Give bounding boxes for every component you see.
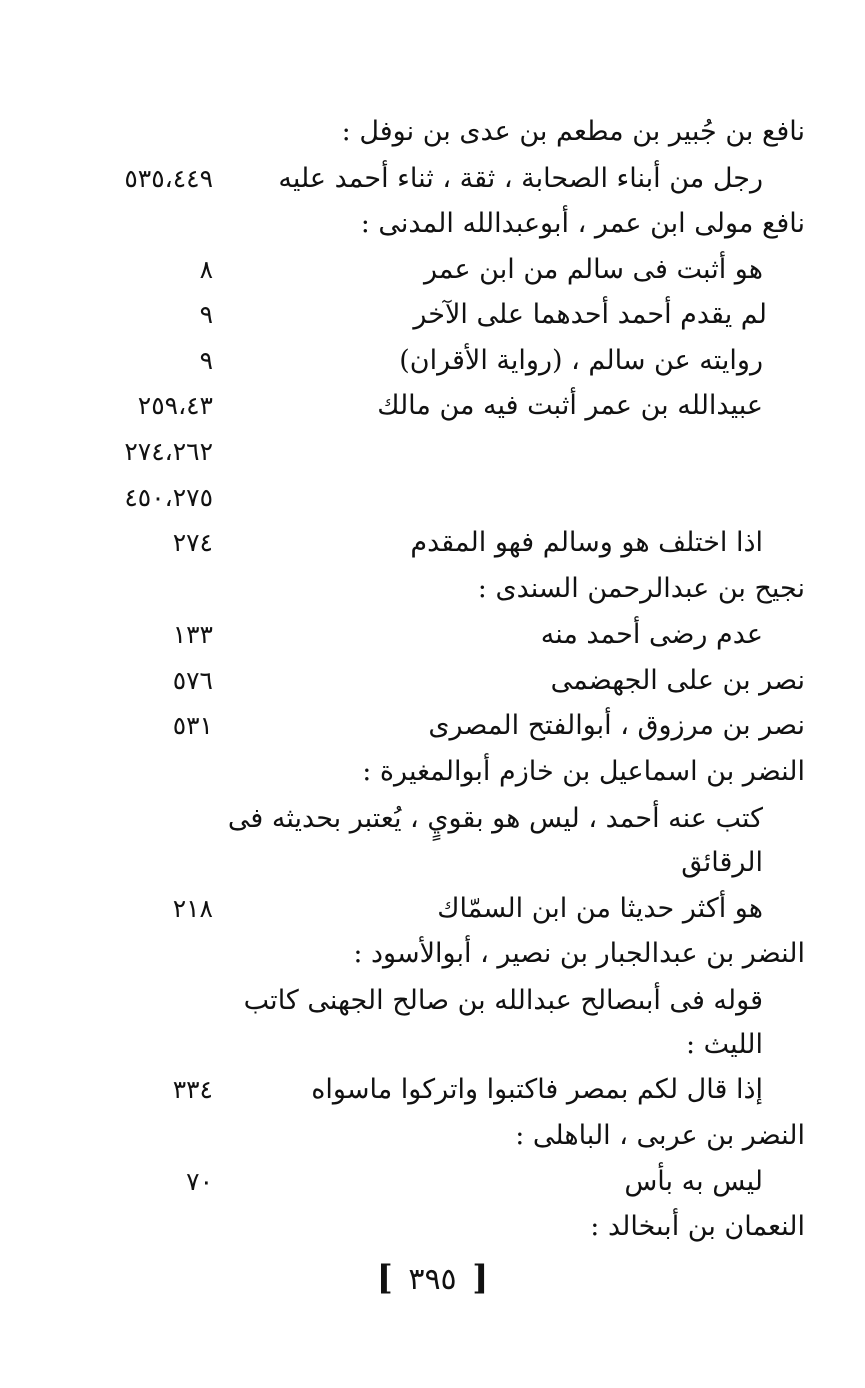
page-reference: ٥٧٦	[172, 666, 213, 695]
bracket-open: [	[376, 1258, 393, 1298]
subitem-text: روايته عن سالم ، (رواية الأقران)	[399, 345, 763, 376]
heading-text: نافع بن جُبير بن مطعم بن عدى بن نوفل :	[341, 116, 805, 147]
subitem-text: الرقائق	[681, 847, 763, 878]
heading-text: نصر بن على الجهضمى	[550, 665, 805, 696]
page-footer	[0, 1256, 865, 1302]
entry-continuation	[0, 430, 865, 474]
page-number: ٣٩٥	[408, 1262, 457, 1297]
heading-text: نافع مولى ابن عمر ، أبوعبدالله المدنى :	[360, 208, 805, 239]
entry-heading	[0, 567, 865, 611]
page-reference: ٧٠	[186, 1167, 213, 1196]
entry-subitem	[0, 384, 865, 428]
entry-subitem	[0, 157, 865, 201]
subitem-text: هو أثبت فى سالم من ابن عمر	[423, 254, 763, 285]
heading-text: نجيح بن عبدالرحمن السندى :	[477, 573, 805, 604]
subitem-text: عدم رضى أحمد منه	[540, 619, 763, 650]
subitem-text: هو أكثر حديثا من ابن السمّاك	[437, 893, 763, 924]
subitem-text: عبيدالله بن عمر أثبت فيه من مالك	[377, 390, 763, 421]
entry-subitem	[0, 797, 865, 841]
page-reference: ٩	[199, 300, 213, 329]
subitem-text: الليث :	[685, 1029, 763, 1060]
entry-heading	[0, 1114, 865, 1158]
page-reference: ٩	[199, 346, 213, 375]
entry-subitem	[0, 248, 865, 292]
entry-subitem	[0, 521, 865, 565]
entry-heading	[0, 202, 865, 246]
entry-continuation	[0, 476, 865, 520]
page-reference: ٢٧٤،٢٦٢	[124, 437, 213, 466]
page-reference: ٢١٨	[172, 894, 213, 923]
page-reference: ٢٥٩،٤٣	[137, 391, 213, 420]
entry-heading	[0, 750, 865, 794]
entry-heading	[0, 704, 865, 748]
heading-text: النضر بن اسماعيل بن خازم أبوالمغيرة :	[362, 756, 805, 787]
entry-heading	[0, 110, 865, 154]
subitem-text: كتب عنه أحمد ، ليس هو بقويٍ ، يُعتبر بحديثه فى	[227, 803, 763, 834]
bracket-close: ]	[472, 1258, 489, 1298]
entry-continuation	[0, 1023, 865, 1067]
heading-text: النعمان بن أبىخالد :	[590, 1211, 805, 1242]
page-reference: ٥٣٥،٤٤٩	[124, 164, 213, 193]
heading-text: نصر بن مرزوق ، أبوالفتح المصرى	[428, 710, 805, 741]
entry-subitem	[0, 293, 865, 337]
page-reference: ٢٧٤	[172, 528, 213, 557]
entry-subitem	[0, 339, 865, 383]
subitem-text: لم يقدم أحمد أحدهما على الآخر	[413, 299, 767, 330]
entry-subitem	[0, 613, 865, 657]
entry-heading	[0, 1205, 865, 1249]
page-reference: ٨	[199, 255, 213, 284]
page-reference: ٣٣٤	[172, 1075, 213, 1104]
entry-heading	[0, 659, 865, 703]
page-reference: ٥٣١	[172, 711, 213, 740]
entry-continuation	[0, 841, 865, 885]
subitem-text: إذا قال لكم بمصر فاكتبوا واتركوا ماسواه	[311, 1074, 763, 1105]
subitem-text: قوله فى أبىصالح عبدالله بن صالح الجهنى كاتب	[243, 985, 763, 1016]
entry-subitem	[0, 1068, 865, 1112]
heading-text: النضر بن عبدالجبار بن نصير ، أبوالأسود :	[353, 938, 805, 969]
subitem-text: رجل من أبناء الصحابة ، ثقة ، ثناء أحمد عليه	[278, 163, 763, 194]
entry-heading	[0, 932, 865, 976]
entry-subitem	[0, 979, 865, 1023]
heading-text: النضر بن عربى ، الباهلى :	[515, 1120, 805, 1151]
page-reference: ٤٥٠،٢٧٥	[124, 483, 213, 512]
entry-subitem	[0, 1160, 865, 1204]
entry-subitem	[0, 887, 865, 931]
subitem-text: اذا اختلف هو وسالم فهو المقدم	[410, 527, 763, 558]
subitem-text: ليس به بأس	[624, 1166, 763, 1197]
page-reference: ١٣٣	[172, 620, 213, 649]
